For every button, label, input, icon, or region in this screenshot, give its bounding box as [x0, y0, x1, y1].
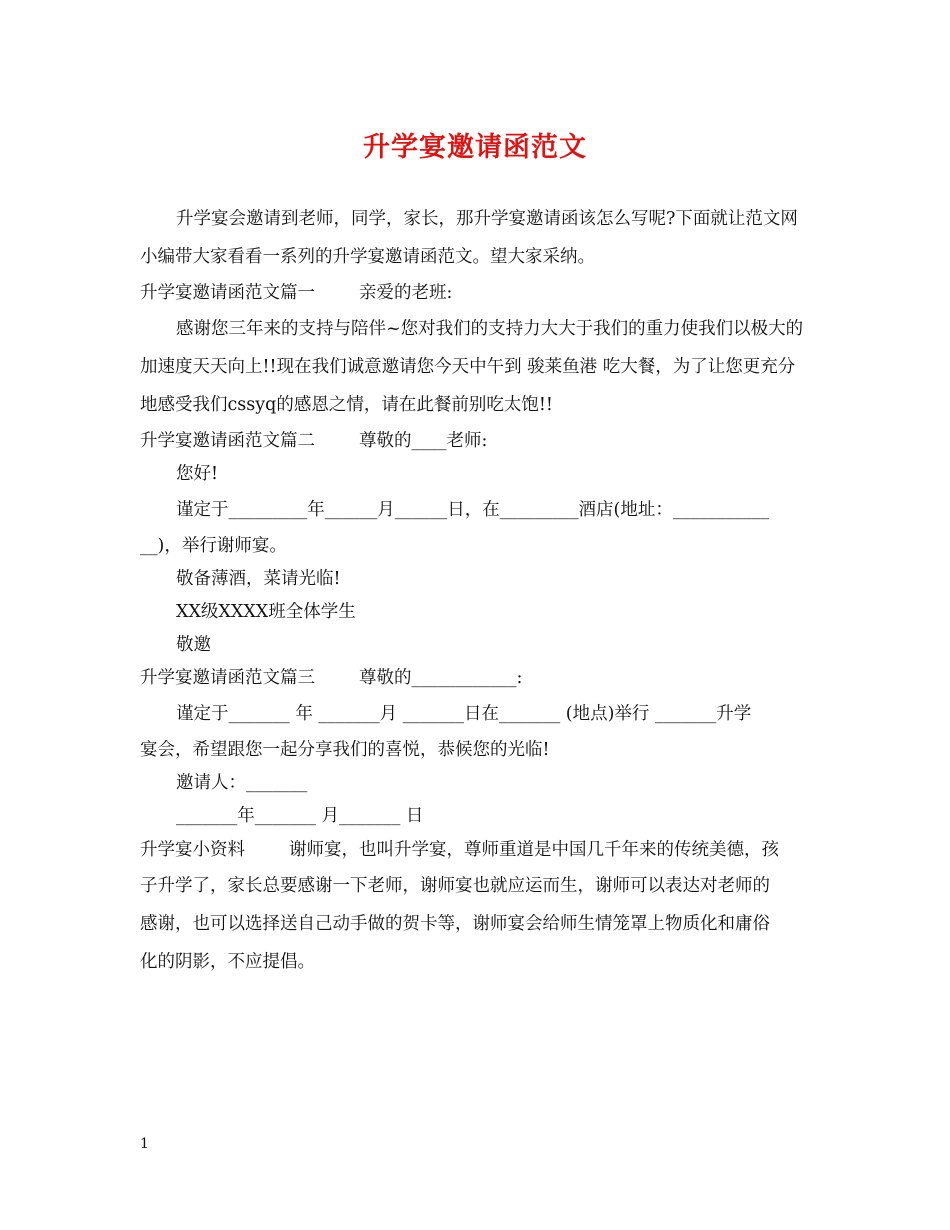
info-text-line-1: 谢师宴，也叫升学宴，尊师重道是中国几千年来的传统美德，孩: [289, 840, 779, 860]
section-3-inviter: 邀请人：_______: [176, 773, 308, 793]
info-text-line-2: 子升学了，家长总要感谢一下老师，谢师宴也就应运而生，谢师可以表达对老师的: [140, 876, 770, 896]
section-heading-1: [140, 276, 812, 310]
section-1-salutation: 亲爱的老班:: [359, 283, 453, 303]
section-3-body-line-2: 宴会，希望跟您一起分享我们的喜悦，恭候您的光临!: [140, 740, 550, 760]
info-heading: [140, 833, 812, 867]
section-heading-2: [140, 424, 812, 458]
section-3-body-line-1: 谨定于_______ 年 _______月 _______日在_______ (地点)举行 _______升学: [176, 704, 752, 724]
section-heading-3: [140, 662, 812, 695]
section-2-salutation: 尊敬的____老师:: [359, 431, 488, 451]
info-text-line-3: 感谢，也可以选择送自己动手做的贺卡等，谢师宴会给师生情笼罩上物质化和庸俗: [140, 914, 770, 934]
intro-paragraph: 升学宴会邀请到老师，同学，家长，那升学宴邀请函该怎么写呢?下面就让范文网小编带大家看看一系列的升学宴邀请函范文。望大家采纳。: [140, 209, 798, 267]
section-1-title: 升学宴邀请函范文篇一: [140, 283, 315, 303]
info-text-line-4: 化的阴影，不应提倡。: [140, 952, 315, 972]
section-2-title: 升学宴邀请函范文篇二: [140, 431, 315, 451]
document-body: [140, 200, 812, 981]
section-2-invite: 敬邀: [176, 635, 211, 655]
section-2-greeting: 您好!: [176, 464, 219, 484]
page-number: 1: [140, 1136, 149, 1152]
section-3-title: 升学宴邀请函范文篇三: [140, 668, 315, 688]
document-title: 升学宴邀请函范文: [363, 132, 587, 163]
section-2-signature: XX级XXXX班全体学生: [176, 602, 356, 622]
section-3-salutation: 尊敬的____________:: [359, 668, 523, 688]
info-title: 升学宴小资料: [140, 840, 245, 860]
section-3-date: _______年_______ 月_______ 日: [176, 806, 424, 826]
section-1-body: 感谢您三年来的支持与陪伴~您对我们的支持力大大于我们的重力使我们以极大的加速度天天向上!!现在我们诚意邀请您今天中午到 骏莱鱼港 吃大餐，为了让您更充分地感受我们cssyq的感恩之情，请在此餐前别吃太饱!!: [140, 319, 804, 415]
section-2-body-line-2: __)，举行谢师宴。: [140, 536, 287, 556]
section-2-body-line-1: 谨定于_________年______月______日，在_________酒店(地址：___________: [176, 500, 770, 520]
section-2-closing: 敬备薄酒，菜请光临!: [176, 569, 341, 589]
